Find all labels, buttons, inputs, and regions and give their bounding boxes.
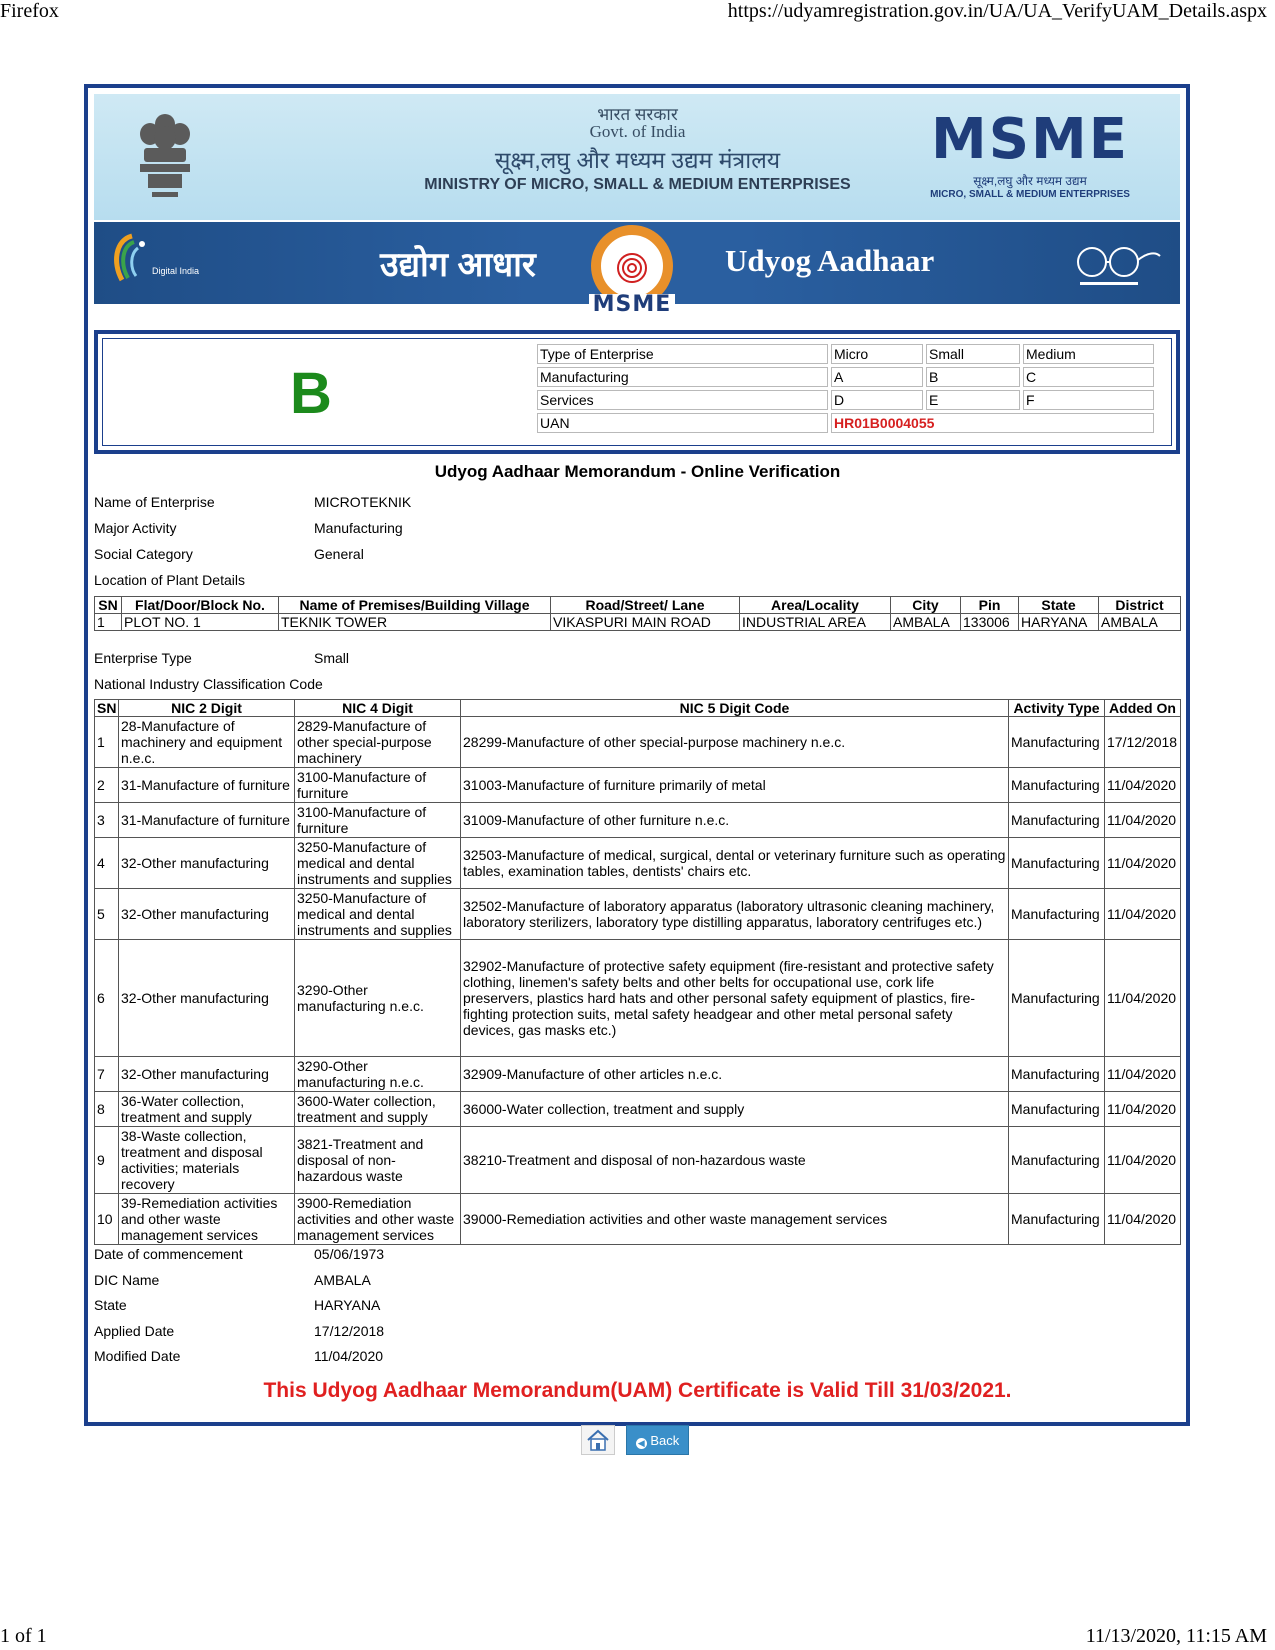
field-label: Major Activity: [94, 520, 177, 536]
table-cell: 3100-Manufacture of furniture: [295, 803, 461, 838]
field-label: Date of commencement: [94, 1246, 243, 1262]
table-row: [95, 803, 1181, 838]
field-value: Manufacturing: [314, 520, 403, 536]
digital-india-logo: [108, 232, 218, 292]
classification-header-row: [537, 344, 1154, 364]
table-cell: PLOT NO. 1: [122, 614, 279, 631]
table-cell: 11/04/2020: [1105, 1057, 1181, 1092]
table-cell: 32502-Manufacture of laboratory apparatus (laboratory ultrasonic cleaning machinery, laboratory sterilizers, laboratory type distilling apparatus, laboratory centrifuges etc.): [461, 889, 1009, 940]
table-cell: 133006: [961, 614, 1019, 631]
table-cell: 11/04/2020: [1105, 838, 1181, 889]
table-cell: 36000-Water collection, treatment and supply: [461, 1092, 1009, 1127]
field-label: Applied Date: [94, 1322, 175, 1339]
digital-india-text: Digital India: [152, 266, 200, 276]
table-cell: 11/04/2020: [1105, 1127, 1181, 1194]
page-title: Udyog Aadhaar Memorandum - Online Verification: [434, 462, 841, 481]
field-value: HARYANA: [314, 1297, 381, 1313]
field-value: 17/12/2018: [314, 1322, 385, 1339]
udyog-aadhaar-hindi: उद्योग आधार: [380, 246, 536, 284]
table-cell: 38-Waste collection, treatment and disposal activities; materials recovery: [119, 1127, 295, 1194]
table-cell: Medium: [1023, 344, 1154, 364]
table-cell: 31003-Manufacture of furniture primarily of metal: [461, 768, 1009, 803]
table-cell: 31-Manufacture of furniture: [119, 803, 295, 838]
column-header: SN: [95, 700, 119, 717]
table-cell: Manufacturing: [1009, 1194, 1105, 1245]
table-cell: C: [1023, 367, 1154, 387]
classification-table: [534, 341, 1157, 436]
field-label: Location of Plant Details: [94, 572, 245, 588]
table-row: [95, 1057, 1181, 1092]
table-cell: 32909-Manufacture of other articles n.e.c.: [461, 1057, 1009, 1092]
classification-row: [537, 367, 1154, 387]
table-cell: AMBALA: [1099, 614, 1181, 631]
field-label: Modified Date: [94, 1348, 181, 1364]
table-cell: 31009-Manufacture of other furniture n.e.c.: [461, 803, 1009, 838]
msme-logo: [930, 107, 1130, 212]
gov-title-english: Govt. of India: [589, 122, 686, 141]
uan-label: UAN: [537, 413, 828, 433]
table-cell: 3100-Manufacture of furniture: [295, 768, 461, 803]
table-cell: 3250-Manufacture of medical and dental instruments and supplies: [295, 838, 461, 889]
location-table: [94, 596, 1181, 631]
table-cell: Manufacturing: [1009, 1127, 1105, 1194]
table-cell: Type of Enterprise: [537, 344, 828, 364]
center-logo-text: MSME: [592, 292, 672, 317]
field-value: AMBALA: [314, 1271, 371, 1288]
home-icon: [582, 1426, 614, 1454]
table-cell: 32-Other manufacturing: [119, 838, 295, 889]
column-header: Road/Street/ Lane: [551, 597, 740, 614]
field-label: State: [94, 1297, 127, 1313]
print-footer-page: 1 of 1: [0, 1625, 47, 1647]
print-header-url: https://udyamregistration.gov.in/UA/UA_VerifyUAM_Details.aspx: [727, 0, 1267, 22]
table-cell: 9: [95, 1127, 119, 1194]
table-cell: 3250-Manufacture of medical and dental instruments and supplies: [295, 889, 461, 940]
msme-logo-hindi: सूक्ष्म,लघु और मध्यम उद्यम: [973, 174, 1087, 188]
table-cell: 6: [95, 940, 119, 1057]
table-cell: VIKASPURI MAIN ROAD: [551, 614, 740, 631]
table-cell: 5: [95, 889, 119, 940]
table-cell: 3600-Water collection, treatment and supply: [295, 1092, 461, 1127]
field-value: 05/06/1973: [314, 1246, 385, 1262]
table-cell: Manufacturing: [1009, 838, 1105, 889]
table-cell: 39-Remediation activities and other waste management services: [119, 1194, 295, 1245]
table-cell: Manufacturing: [1009, 717, 1105, 768]
table-cell: 38210-Treatment and disposal of non-hazardous waste: [461, 1127, 1009, 1194]
column-header: Flat/Door/Block No.: [122, 597, 279, 614]
table-cell: AMBALA: [891, 614, 961, 631]
field-label: Enterprise Type: [94, 650, 192, 666]
table-cell: 32-Other manufacturing: [119, 889, 295, 940]
field-label: National Industry Classification Code: [94, 676, 323, 692]
column-header: Name of Premises/Building Village: [279, 597, 551, 614]
uan-row: [537, 413, 1154, 433]
table-cell: 11/04/2020: [1105, 803, 1181, 838]
column-header: District: [1099, 597, 1181, 614]
table-cell: 3290-Other manufacturing n.e.c.: [295, 940, 461, 1057]
table-cell: 28-Manufacture of machinery and equipment n.e.c.: [119, 717, 295, 768]
column-header: Pin: [961, 597, 1019, 614]
digital-india-icon: [108, 232, 158, 288]
table-cell: Manufacturing: [1009, 940, 1105, 1057]
table-cell: 3900-Remediation activities and other waste management services: [295, 1194, 461, 1245]
table-cell: 8: [95, 1092, 119, 1127]
table-cell: 32902-Manufacture of protective safety equipment (fire-resistant and protective safety clothing, linemen's safety belts and other belts for occupational use, cork life preservers, plastics hard hats and other personal safety equipment of plastics, fire-fighting protection suits, metal safety headgear and other metal personal safety devices, gas masks etc.): [461, 940, 1009, 1057]
table-row: [95, 889, 1181, 940]
table-cell: 11/04/2020: [1105, 1092, 1181, 1127]
table-row: [95, 614, 1181, 631]
table-cell: 3821-Treatment and disposal of non-hazardous waste: [295, 1127, 461, 1194]
column-header: Area/Locality: [740, 597, 891, 614]
table-cell: 39000-Remediation activities and other waste management services: [461, 1194, 1009, 1245]
table-row: [95, 940, 1181, 1057]
column-header: SN: [95, 597, 122, 614]
table-cell: 28299-Manufacture of other special-purpose machinery n.e.c.: [461, 717, 1009, 768]
gov-title-hindi: भारत सरकार: [597, 105, 678, 124]
table-cell: A: [831, 367, 923, 387]
table-cell: Services: [537, 390, 828, 410]
table-cell: 32503-Manufacture of medical, surgical, dental or veterinary furniture such as operating tables, examination tables, dentists' chairs etc.: [461, 838, 1009, 889]
table-cell: Micro: [831, 344, 923, 364]
udyog-aadhaar-logo: [573, 224, 691, 318]
table-cell: 32-Other manufacturing: [119, 940, 295, 1057]
table-cell: 31-Manufacture of furniture: [119, 768, 295, 803]
table-cell: 36-Water collection, treatment and supply: [119, 1092, 295, 1127]
table-cell: Manufacturing: [1009, 803, 1105, 838]
table-cell: Manufacturing: [537, 367, 828, 387]
table-cell: Manufacturing: [1009, 889, 1105, 940]
table-cell: 3: [95, 803, 119, 838]
back-button[interactable]: [626, 1425, 689, 1455]
field-value: MICROTEKNIK: [314, 494, 412, 510]
table-cell: 3290-Other manufacturing n.e.c.: [295, 1057, 461, 1092]
table-cell: 11/04/2020: [1105, 940, 1181, 1057]
ministry-title-hindi: सूक्ष्म,लघु और मध्यम उद्यम मंत्रालय: [494, 147, 781, 173]
table-cell: Manufacturing: [1009, 1092, 1105, 1127]
table-cell: 17/12/2018: [1105, 717, 1181, 768]
validity-notice: This Udyog Aadhaar Memorandum(UAM) Certificate is Valid Till 31/03/2021.: [263, 1379, 1012, 1402]
table-cell: 2829-Manufacture of other special-purpose machinery: [295, 717, 461, 768]
msme-logo-text: MSME: [930, 107, 1130, 172]
table-cell: 10: [95, 1194, 119, 1245]
column-header: NIC 2 Digit: [119, 700, 295, 717]
table-row: [95, 1194, 1181, 1245]
column-header: Added On: [1105, 700, 1181, 717]
table-cell: 11/04/2020: [1105, 889, 1181, 940]
table-cell: INDUSTRIAL AREA: [740, 614, 891, 631]
table-row: [95, 717, 1181, 768]
home-button[interactable]: [581, 1425, 615, 1455]
table-row: [95, 768, 1181, 803]
table-cell: D: [831, 390, 923, 410]
uan-value: HR01B0004055: [831, 413, 1154, 433]
table-cell: Small: [926, 344, 1020, 364]
table-cell: 1: [95, 717, 119, 768]
table-cell: 11/04/2020: [1105, 768, 1181, 803]
print-footer-datetime: 11/13/2020, 11:15 AM: [1085, 1625, 1267, 1647]
back-label: Back: [650, 1433, 680, 1448]
column-header: City: [891, 597, 961, 614]
nic-header-row: [95, 700, 1181, 717]
table-cell: 32-Other manufacturing: [119, 1057, 295, 1092]
table-cell: Manufacturing: [1009, 1057, 1105, 1092]
location-header-row: [95, 597, 1181, 614]
nic-table: [94, 699, 1181, 1245]
table-cell: 2: [95, 768, 119, 803]
field-label: DIC Name: [94, 1271, 160, 1288]
table-row: [95, 1127, 1181, 1194]
udyog-aadhaar-english: Udyog Aadhaar: [725, 243, 935, 278]
field-label: Social Category: [94, 546, 193, 562]
table-cell: B: [926, 367, 1020, 387]
field-label: Name of Enterprise: [94, 494, 215, 510]
field-value: 11/04/2020: [314, 1348, 384, 1364]
swachh-bharat-icon: [1064, 242, 1164, 292]
column-header: NIC 4 Digit: [295, 700, 461, 717]
msme-logo-english: MICRO, SMALL & MEDIUM ENTERPRISES: [930, 189, 1130, 200]
table-cell: 4: [95, 838, 119, 889]
table-cell: TEKNIK TOWER: [279, 614, 551, 631]
table-row: [95, 838, 1181, 889]
print-header-browser: Firefox: [0, 0, 59, 22]
classification-row: [537, 390, 1154, 410]
column-header: State: [1019, 597, 1099, 614]
table-cell: 1: [95, 614, 122, 631]
table-cell: HARYANA: [1019, 614, 1099, 631]
field-value: General: [314, 546, 364, 562]
table-cell: E: [926, 390, 1020, 410]
field-value: Small: [314, 650, 350, 666]
back-arrow-icon: ◀: [636, 1438, 647, 1449]
column-header: Activity Type: [1009, 700, 1105, 717]
table-cell: Manufacturing: [1009, 768, 1105, 803]
column-header: NIC 5 Digit Code: [461, 700, 1009, 717]
ministry-title-english: MINISTRY OF MICRO, SMALL & MEDIUM ENTERPRISES: [424, 176, 851, 193]
table-row: [95, 1092, 1181, 1127]
enterprise-grade: B: [290, 361, 332, 426]
table-cell: 11/04/2020: [1105, 1194, 1181, 1245]
table-cell: 7: [95, 1057, 119, 1092]
table-cell: F: [1023, 390, 1154, 410]
